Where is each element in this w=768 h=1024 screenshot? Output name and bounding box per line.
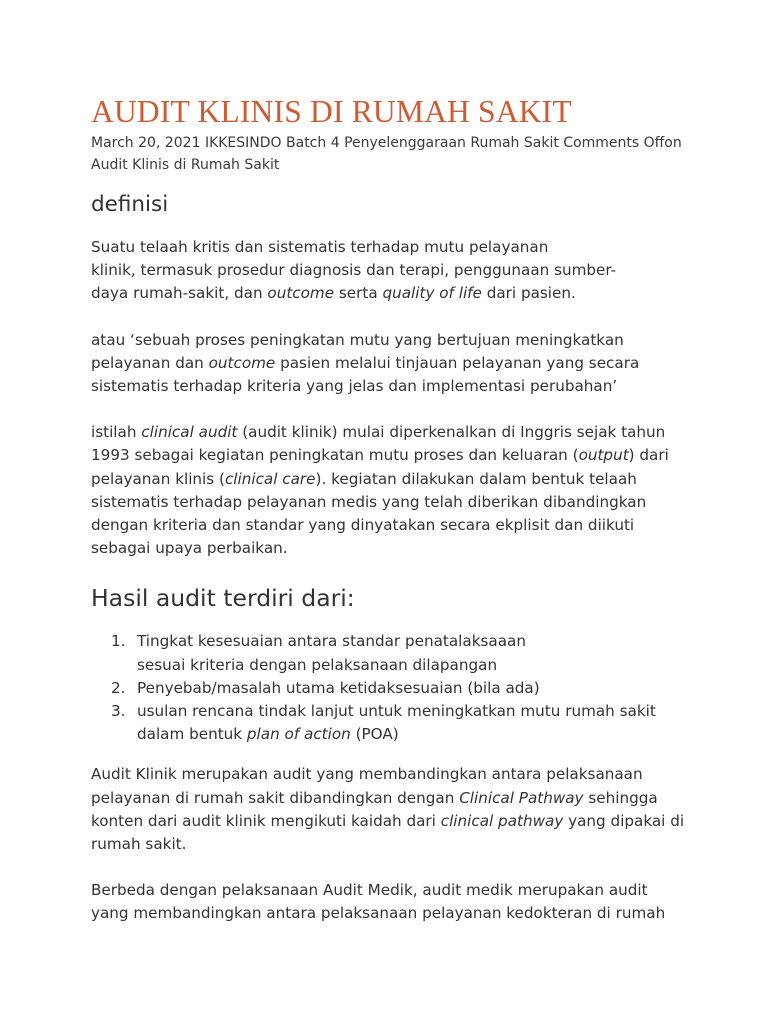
- emphasis-plan-of-action: plan of action: [246, 725, 351, 744]
- audit-results-list: [91, 630, 698, 746]
- text-line: atau ‘sebuah proses peningkatan mutu yang bertujuan meningkatkan: [91, 330, 624, 349]
- article-meta: [91, 132, 698, 176]
- text-line: sesuai kriteria dengan pelaksanaan dilapangan: [137, 655, 498, 674]
- section-heading-definisi: definisi: [91, 192, 169, 217]
- text-line: sistematis terhadap kriteria yang jelas dan implementasi perubahan’: [91, 377, 618, 396]
- text-line: sebagai upaya perbaikan.: [91, 539, 288, 558]
- list-number: 3.: [111, 702, 126, 721]
- text-line: sistematis terhadap pelayanan medis yang telah diberikan dibandingkan: [91, 492, 647, 511]
- text-line: 1993 sebagai kegiatan peningkatan mutu proses dan keluaran (output) dari: [91, 446, 669, 465]
- emphasis-clinical-audit: clinical audit: [141, 423, 238, 442]
- text-line: yang membandingkan antara pelaksanaan pelayanan kedokteran di rumah: [91, 904, 666, 923]
- definition-paragraph-3: [91, 421, 698, 560]
- clinical-audit-paragraph: [91, 763, 698, 856]
- text-line: usulan rencana tindak lanjut untuk meningkatkan mutu rumah sakit: [137, 702, 656, 721]
- post-date-link[interactable]: March 20, 2021: [91, 135, 201, 151]
- text-line: dalam bentuk plan of action (POA): [137, 725, 399, 744]
- section-heading-hasil-audit: Hasil audit terdiri dari:: [91, 584, 355, 613]
- emphasis-output: output: [578, 446, 629, 465]
- text-line: pelayanan dan outcome pasien melalui tinjauan pelayanan yang secara: [91, 353, 640, 372]
- text-line: istilah clinical audit (audit klinik) mulai diperkenalkan di Inggris sejak tahun: [91, 423, 666, 442]
- article-title: AUDIT KLINIS DI RUMAH SAKIT: [91, 94, 572, 129]
- text-line: pelayanan klinis (clinical care). kegiatan dilakukan dalam bentuk telaah: [91, 469, 637, 488]
- emphasis-clinical-pathway-lower: clinical pathway: [440, 811, 564, 830]
- comments-status: Comments Offon: [563, 135, 682, 151]
- emphasis-outcome: outcome: [208, 353, 276, 372]
- text-line: Berbeda dengan pelaksanaan Audit Medik, audit medik merupakan audit: [91, 881, 648, 900]
- medical-audit-paragraph: [91, 879, 698, 925]
- emphasis-quality-of-life: quality of life: [382, 284, 482, 303]
- text-line: konten dari audit klinik mengikuti kaidah dari clinical pathway yang dipakai di: [91, 811, 685, 830]
- list-item: [91, 700, 698, 746]
- list-item: [91, 630, 698, 676]
- emphasis-outcome: outcome: [267, 284, 335, 303]
- text-line: dengan kriteria dan standar yang dinyatakan secara ekplisit dan diikuti: [91, 516, 635, 535]
- text-line: rumah sakit.: [91, 835, 187, 854]
- list-item: [91, 677, 698, 700]
- text-line: pelayanan di rumah sakit dibandingkan dengan Clinical Pathway sehingga: [91, 788, 658, 807]
- text-line: Penyebab/masalah utama ketidaksesuaian (bila ada): [137, 678, 540, 697]
- list-number: 2.: [111, 678, 126, 697]
- category-link[interactable]: Penyelenggaraan Rumah Sakit: [344, 135, 559, 151]
- author-link[interactable]: IKKESINDO Batch 4: [204, 135, 340, 151]
- list-number: 1.: [111, 632, 126, 651]
- text-line: klinik, termasuk prosedur diagnosis dan terapi, penggunaan sumber-: [91, 261, 617, 280]
- emphasis-clinical-pathway: Clinical Pathway: [459, 788, 584, 807]
- definition-paragraph-2: [91, 329, 698, 399]
- definition-paragraph-1: [91, 236, 698, 306]
- text-line: daya rumah-sakit, dan outcome serta quality of life dari pasien.: [91, 284, 576, 303]
- text-line: Suatu telaah kritis dan sistematis terhadap mutu pelayanan: [91, 238, 549, 256]
- text-line: Audit Klinik merupakan audit yang membandingkan antara pelaksanaan: [91, 765, 643, 784]
- text-line: Tingkat kesesuaian antara standar penatalaksaaan: [137, 632, 526, 651]
- comments-status-post-title: Audit Klinis di Rumah Sakit: [91, 157, 280, 173]
- emphasis-clinical-care: clinical care: [224, 469, 316, 488]
